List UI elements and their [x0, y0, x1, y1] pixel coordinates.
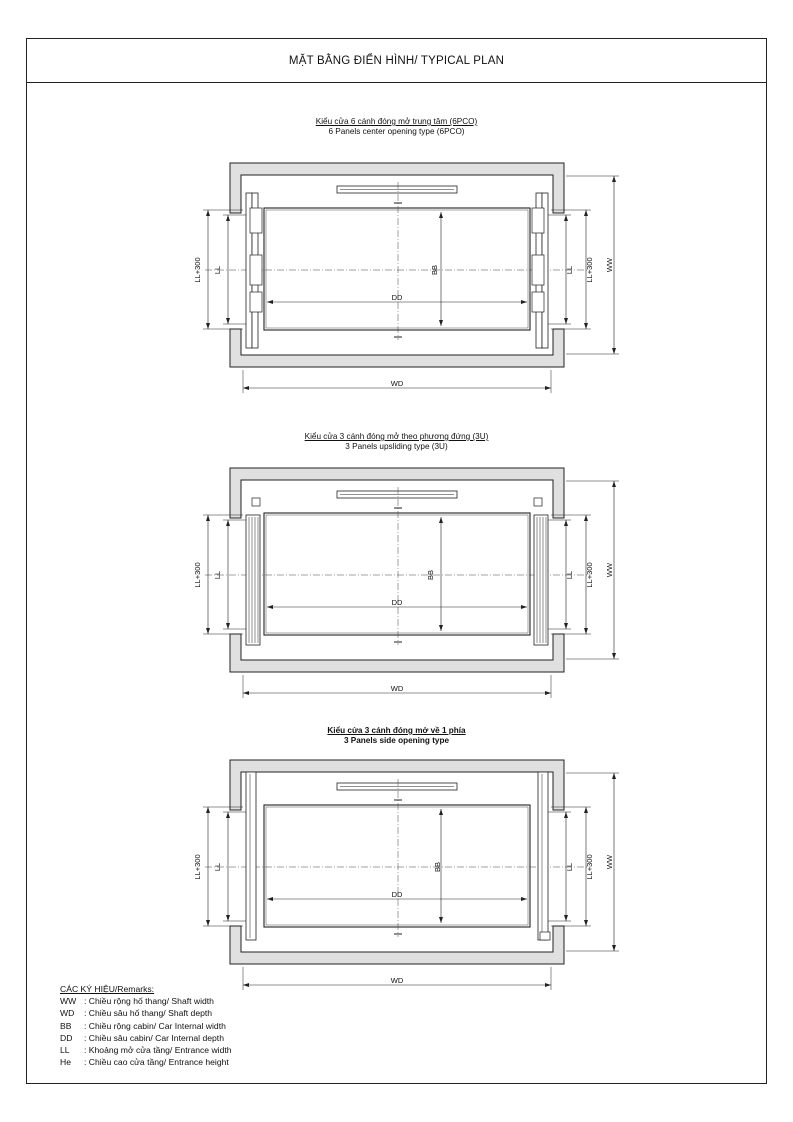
- remark-text: : Chiều sâu hố thang/ Shaft depth: [84, 1008, 213, 1019]
- plan-3-ll-right-label: LL: [565, 862, 574, 872]
- plan-2-ll300-left-label: LL+300: [193, 562, 202, 588]
- plan-1-ww-label: WW: [605, 257, 614, 273]
- plan-1-title-en: 6 Panels center opening type (6PCO): [328, 127, 465, 136]
- remarks-title: CÁC KÝ HIỆU/Remarks:: [60, 984, 155, 994]
- plan-1-diagram: [193, 163, 619, 393]
- plan-2-wd-label: WD: [390, 684, 404, 693]
- plan-1-ll-right-label: LL: [565, 265, 574, 275]
- plan-1-ll300-right-label: LL+300: [585, 257, 594, 283]
- plan-2-bb-label: BB: [426, 569, 435, 581]
- remark-code: WW: [60, 996, 77, 1007]
- remarks-legend: [60, 983, 232, 1068]
- plan-3-diagram: [193, 760, 619, 990]
- plan-2-ww-label: WW: [605, 562, 614, 578]
- plan-3-bb-label: BB: [433, 861, 442, 873]
- plan-3-title-en: 3 Panels side opening type: [343, 736, 450, 745]
- remark-code: DD: [60, 1032, 73, 1043]
- plan-1-ll300-left-label: LL+300: [193, 257, 202, 283]
- plan-2-ll-left-label: LL: [213, 570, 222, 580]
- plan-3-ll300-left-label: LL+300: [193, 854, 202, 880]
- plan-2-ll-right-label: LL: [565, 570, 574, 580]
- plan-3-wd-label: WD: [390, 976, 404, 985]
- remark-text: : Chiều rộng hố thang/ Shaft width: [84, 996, 214, 1007]
- plan-3-shaft-and-cabin: [203, 760, 619, 990]
- remark-item: [60, 1056, 232, 1068]
- plan-2-diagram: [193, 468, 619, 698]
- remark-item: [60, 1032, 232, 1044]
- plan-2-shaft-and-cabin: [203, 468, 619, 698]
- plan-3-ll-left-label: LL: [213, 862, 222, 872]
- plan-2-dd-label: DD: [391, 598, 403, 607]
- plan-2-title-vi: Kiểu cửa 3 cánh đóng mở theo phương đứng (3U): [304, 432, 489, 441]
- remark-item: [60, 1044, 232, 1056]
- remark-code: LL: [60, 1045, 70, 1056]
- plan-3-title-vi: Kiểu cửa 3 cánh đóng mở về 1 phía: [327, 726, 466, 735]
- remark-text: : Chiều rộng cabin/ Car Internal width: [84, 1020, 226, 1031]
- remark-code: BB: [60, 1020, 72, 1031]
- remark-item: [60, 1020, 232, 1032]
- plan-3-dd-label: DD: [391, 890, 403, 899]
- plan-1-dd-label: DD: [391, 293, 403, 302]
- plan-1-shaft-and-cabin: [203, 163, 619, 393]
- plan-1-bb-label: BB: [430, 264, 439, 276]
- remark-text: : Chiều cao cửa tầng/ Entrance height: [84, 1057, 229, 1068]
- plan-2-title-en: 3 Panels upsliding type (3U): [345, 442, 448, 451]
- plan-1-ll-left-label: LL: [213, 265, 222, 275]
- remark-item: [60, 1007, 232, 1019]
- remark-code: He: [60, 1057, 71, 1068]
- remark-text: : Chiều sâu cabin/ Car Internal depth: [84, 1032, 224, 1043]
- plan-2-ll300-right-label: LL+300: [585, 562, 594, 588]
- remark-item: [60, 995, 232, 1007]
- plan-1-wd-label: WD: [390, 379, 404, 388]
- remark-text: : Khoảng mở cửa tầng/ Entrance width: [84, 1045, 232, 1056]
- remark-code: WD: [60, 1008, 75, 1019]
- page-title: MẶT BẰNG ĐIỂN HÌNH/ TYPICAL PLAN: [27, 39, 766, 83]
- plan-3-ll300-right-label: LL+300: [585, 854, 594, 880]
- plan-3-ww-label: WW: [605, 854, 614, 870]
- plan-1-title-vi: Kiểu cửa 6 cánh đóng mở trung tâm (6PCO): [315, 117, 478, 126]
